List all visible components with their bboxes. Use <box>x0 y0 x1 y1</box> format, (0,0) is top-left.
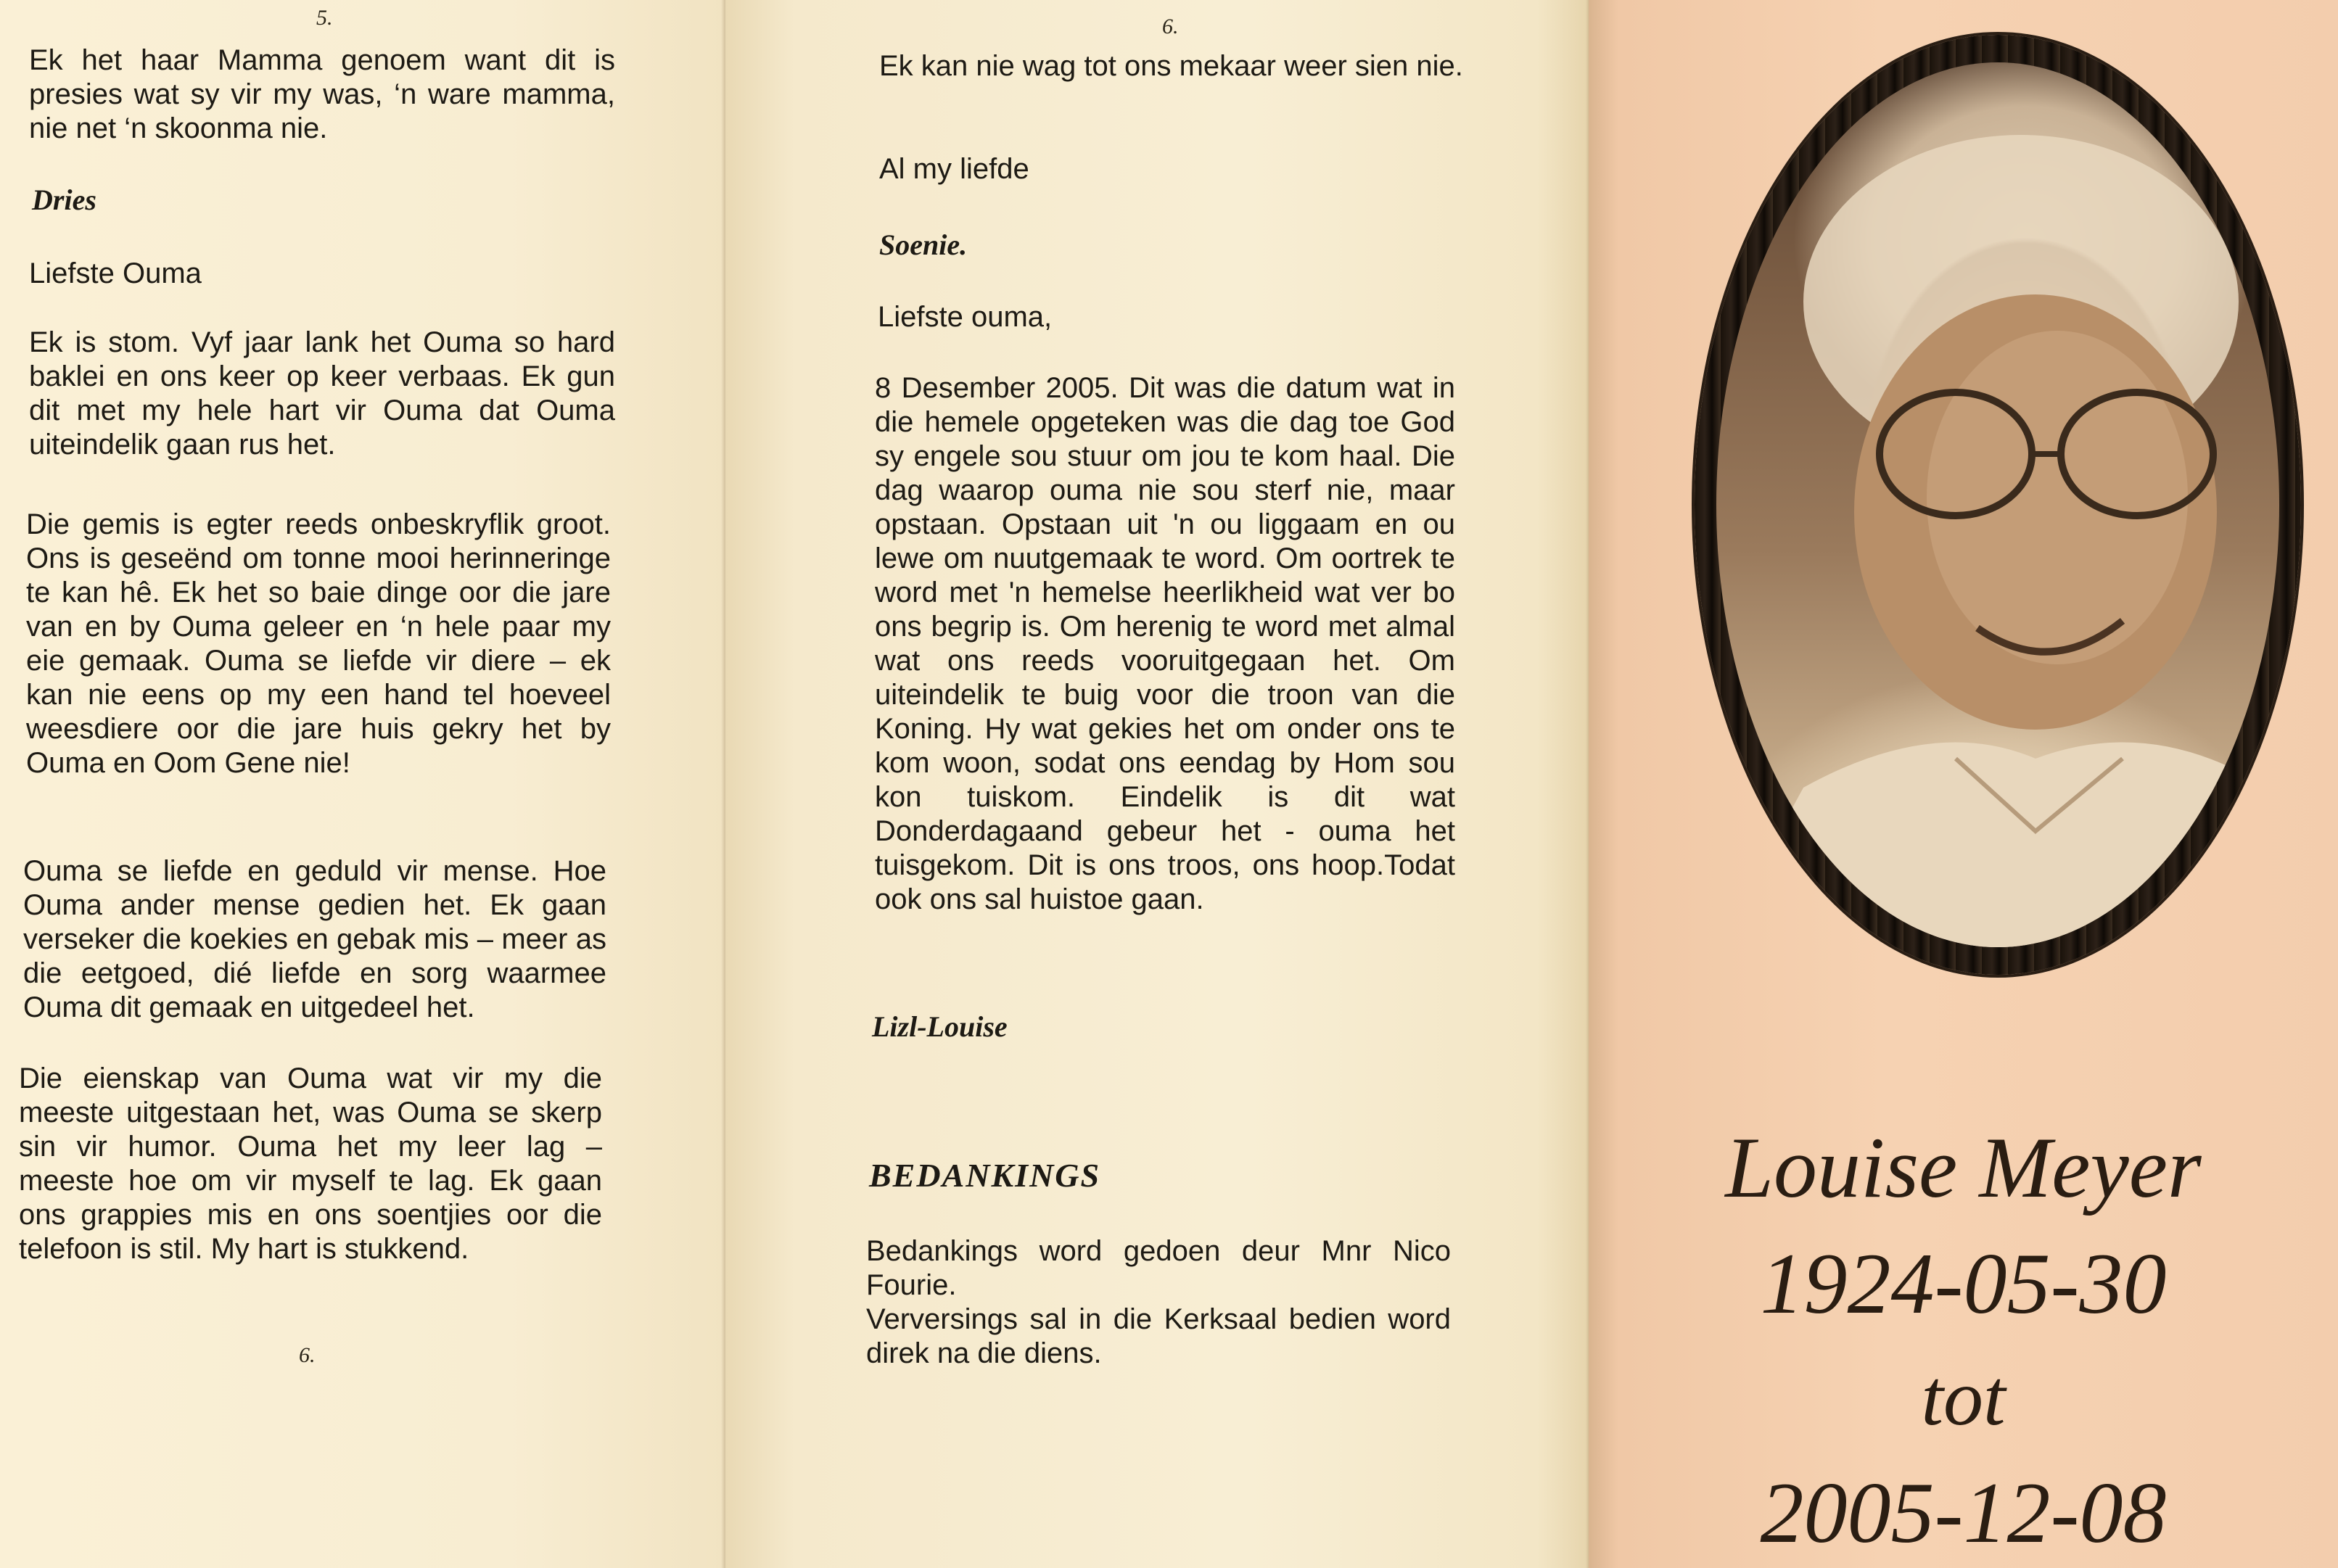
deceased-name: Louise Meyer <box>1725 1119 2202 1216</box>
left-column-letter-3 <box>23 854 606 1060</box>
portrait-illustration <box>1716 62 2279 947</box>
closing-line: Al my liefde <box>879 153 1029 185</box>
middle-intro: Ek kan nie wag tot ons mekaar weer sien nie. <box>879 50 1463 82</box>
paragraph: Ek het haar Mamma genoem want dit is presies wat sy vir my was, ‘n ware mamma, nie net ‘n skoonma nie. <box>29 44 615 144</box>
date-separator: tot <box>1921 1353 2006 1442</box>
paragraph: Ouma se liefde en geduld vir mense. Hoe Ouma ander mense gedien het. Ek gaan verseker die koekies en gebak mis – meer as die eetgoed, dié liefde en sorg waarmee Ouma dit gemaak en uitgedeel het. <box>23 855 606 1023</box>
left-page <box>0 0 725 1568</box>
signature-soenie: Soenie. <box>879 228 968 261</box>
page-number-bottom: 6. <box>299 1343 316 1367</box>
greeting: Liefste Ouma <box>29 257 202 289</box>
paragraph: Die gemis is egter reeds onbeskryflik groot. Ons is geseënd om tonne mooi herinneringe te kan hê. Ek het so baie dinge oor die jare van en by Ouma geleer en ‘n hele paar my eie gemaak. Ouma se liefde vir diere – ek kan nie eens op my een hand tel hoeveel weesdiere oor die jare huis gekry het by Ouma en Oom Gene nie! <box>26 508 611 779</box>
portrait-photo <box>1716 62 2279 947</box>
death-date: 2005-12-08 <box>1760 1464 2167 1561</box>
middle-page <box>725 0 1589 1568</box>
page-number-top: 5. <box>316 6 333 30</box>
left-column-letter <box>29 257 615 497</box>
middle-letter-body: 8 Desember 2005. Dit was die datum wat in die hemele opgeteken was die dag toe God sy engele sou stuur om jou te kom haal. Die dag waarop ouma nie sou sterf nie, maar opstaan. Opstaan uit 'n ou liggaam en ou lewe om nuutgemaak te word. Om oortrek te word met 'n hemelse heerlikheid wat ver bo ons begrip is. Om herenig te word met almal wat ons reeds vooruitgegaan het. Om uiteindelik te buig voor die troon van die Koning. Hy wat gekies het om onder ons te kom woon, sodat ons eendag by Hom sou kon tuiskom. Eindelik is dit wat Donderdagaand gebeur het - ouma het tuisgekom. Dit is ons troos, ons hoop.Todat ook ons sal huistoe gaan. <box>875 372 1455 915</box>
thanks-paragraph-2: Verversings sal in die Kerksaal bedien word direk na die diens. <box>866 1303 1451 1369</box>
greeting: Liefste ouma, <box>878 301 1053 333</box>
left-column-intro <box>29 44 615 181</box>
left-column-letter-4 <box>19 1062 602 1266</box>
thanks-paragraph-1: Bedankings word gedoen deur Mnr Nico Fourie. <box>866 1235 1451 1301</box>
left-column-letter-2 <box>26 508 611 815</box>
page-number-top: 6. <box>1162 15 1179 38</box>
signature-dries: Dries <box>32 183 96 216</box>
birth-date: 1924-05-30 <box>1760 1235 2167 1332</box>
signature-lizl-louise: Lizl-Louise <box>872 1010 1008 1043</box>
paragraph: Die eienskap van Ouma wat vir my die meeste uitgestaan het, was Ouma se skerp sin vir humor. Ouma het my leer lag – meeste hoe om vir myself te lag. Ek gaan ons grappies mis en ons soentjies oor die telefoon is stil. My hart is stukkend. <box>19 1062 602 1265</box>
paragraph: Ek is stom. Vyf jaar lank het Ouma so hard baklei en ons keer op keer verbaas. Ek gun dit met my hele hart vir Ouma dat Ouma uiteindelik gaan rus het. <box>29 326 615 461</box>
section-heading: BEDANKINGS <box>869 1157 1101 1194</box>
